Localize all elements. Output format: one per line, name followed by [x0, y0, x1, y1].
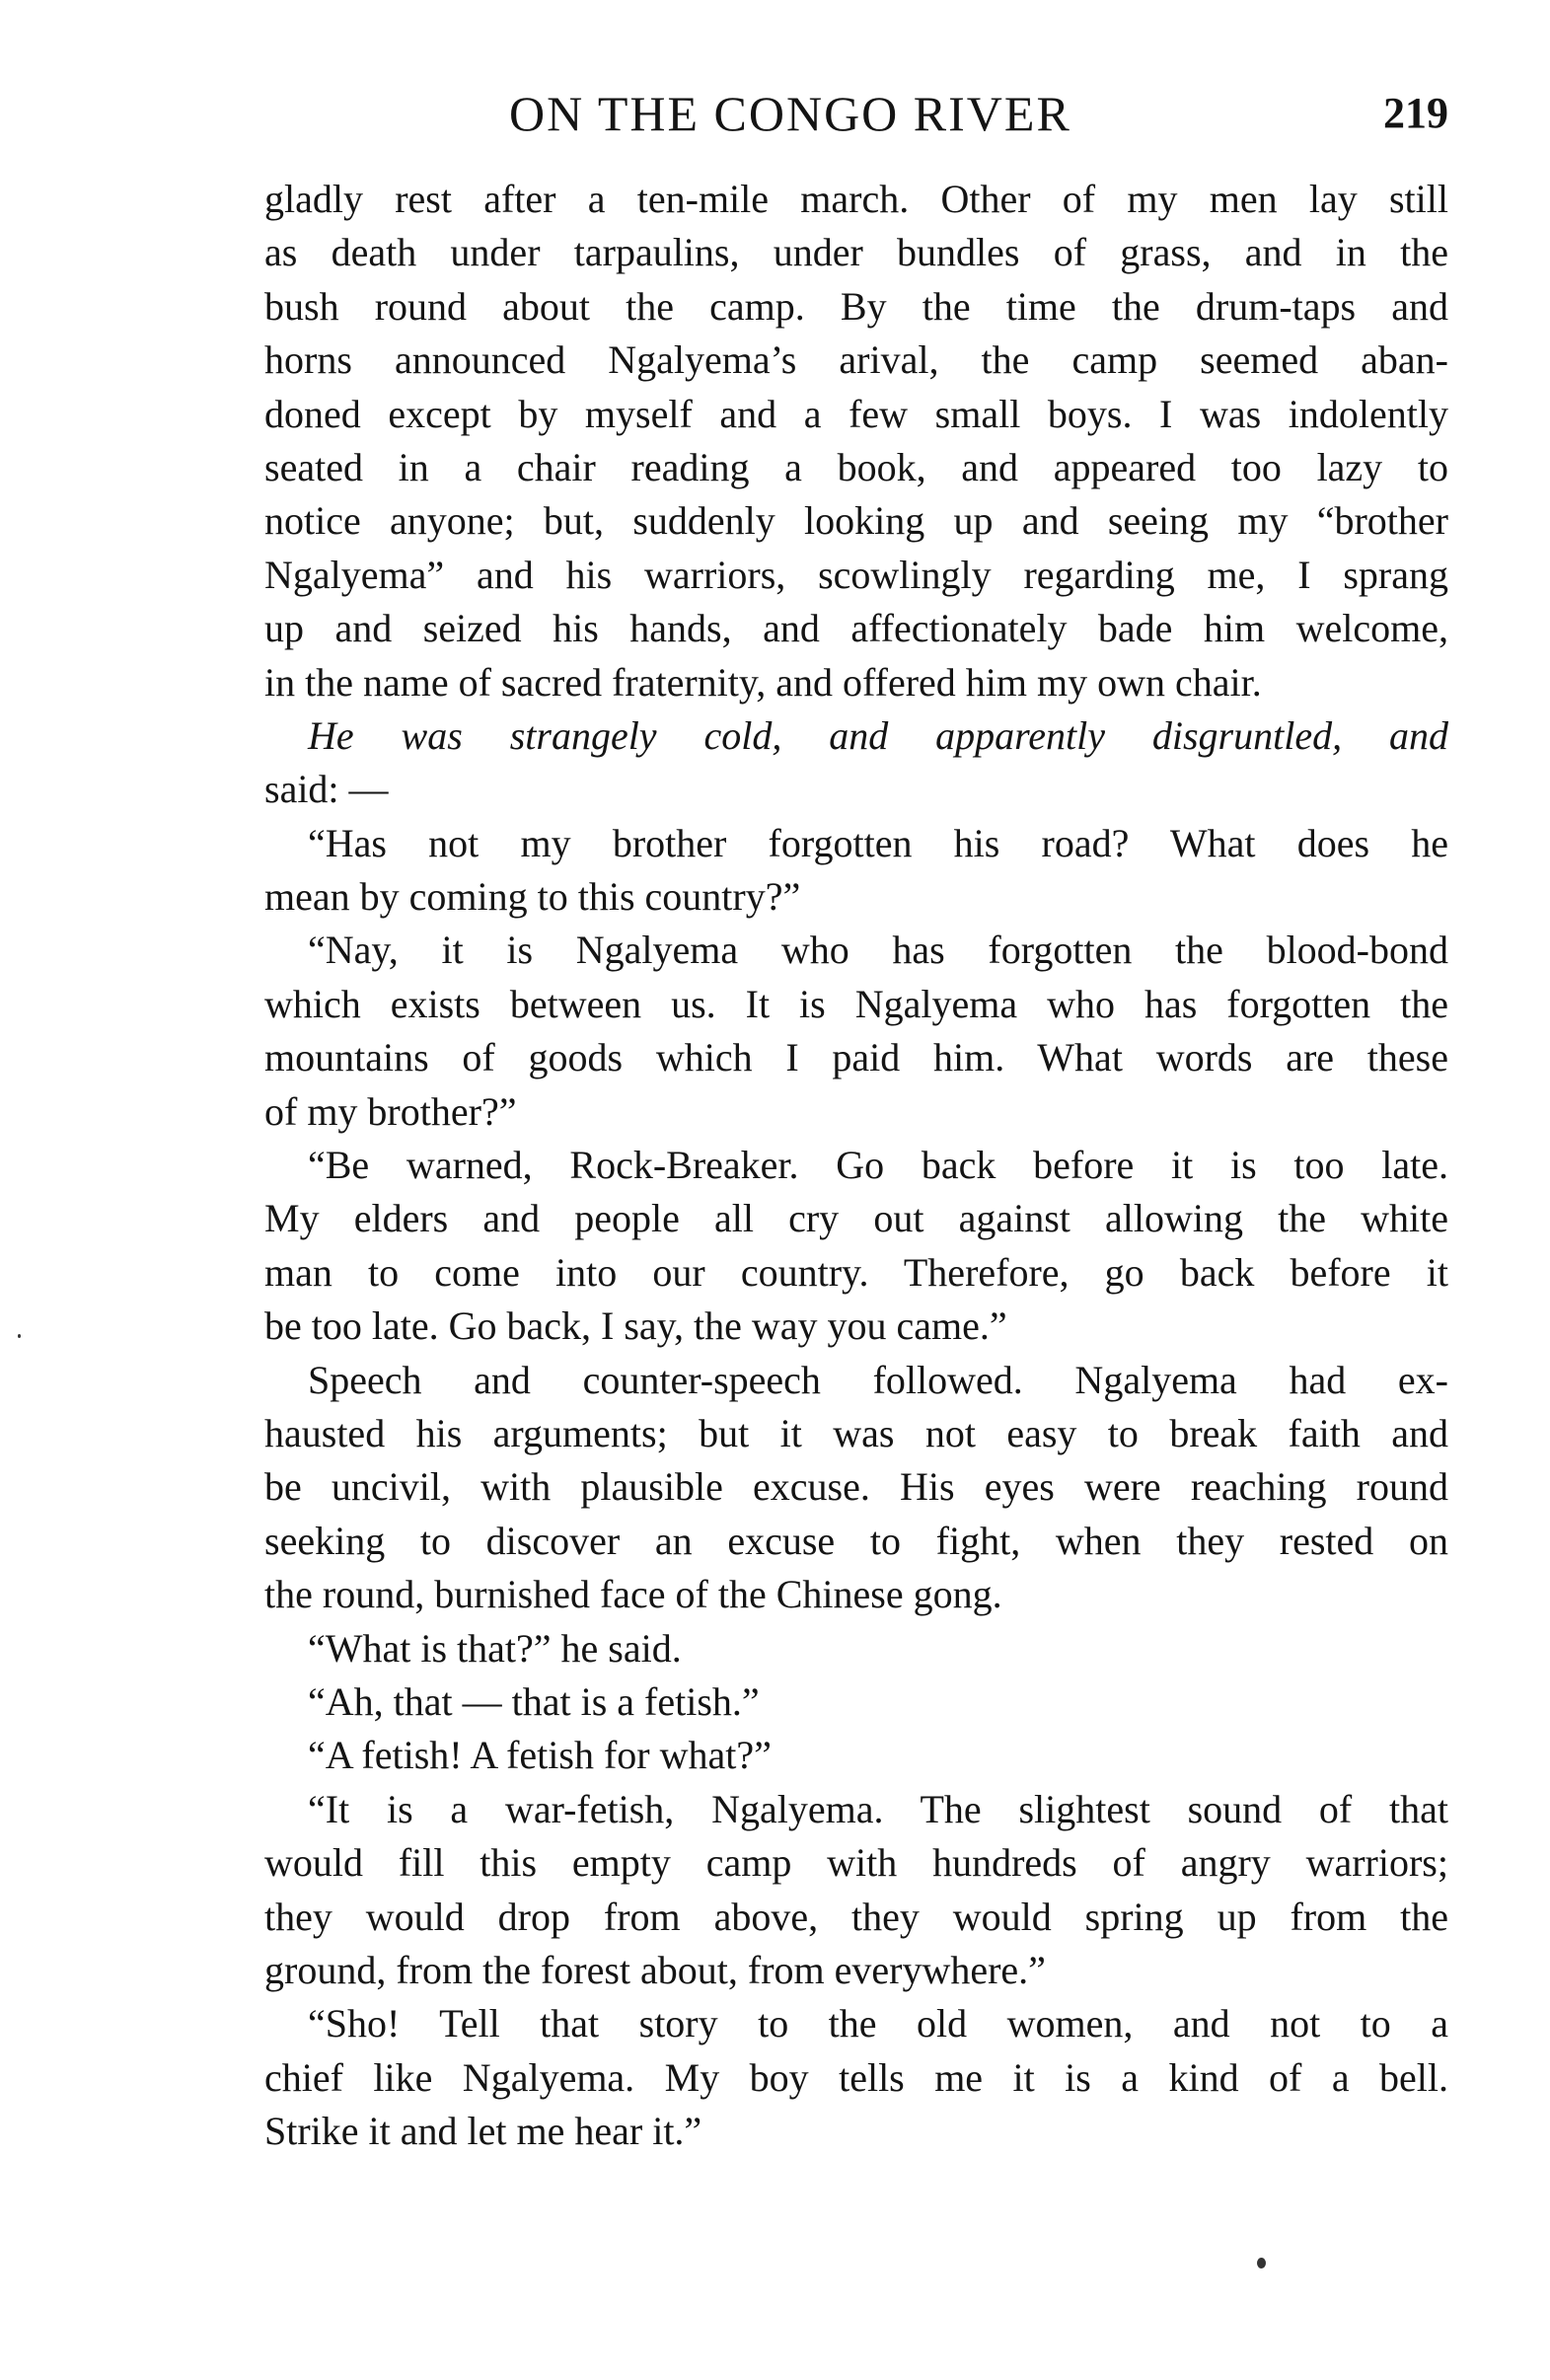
- text-line: Speech and counter-speech followed. Ngalyema had ex-: [308, 1357, 1448, 1402]
- print-speck: [1257, 2258, 1266, 2268]
- text-line: of my brother?”: [264, 1088, 517, 1134]
- text-line: “Has not my brother forgotten his road? What does he: [308, 820, 1448, 865]
- text-line: said: —: [264, 767, 389, 812]
- text-line: seated in a chair reading a book, and appeared too lazy to: [264, 444, 1448, 489]
- text-line: “Nay, it is Ngalyema who has forgotten the blood-bond: [308, 928, 1448, 973]
- text-line: My elders and people all cry out against allowing the white: [264, 1196, 1448, 1241]
- text-line: up and seized his hands, and affectionately bade him welcome,: [264, 606, 1448, 651]
- text-line: Ngalyema” and his warriors, scowlingly regarding me, I sprang: [264, 552, 1448, 597]
- text-line: bush round about the camp. By the time the drum-taps and: [264, 283, 1448, 329]
- text-line: mean by coming to this country?”: [264, 874, 801, 920]
- text-line: hausted his arguments; but it was not easy to break faith and: [264, 1410, 1448, 1455]
- text-line: gladly rest after a ten-mile march. Other of my men lay still: [264, 177, 1448, 221]
- body-text: [264, 173, 1448, 2158]
- print-speck: [18, 1334, 21, 1338]
- text-line: be uncivil, with plausible excuse. His eyes were reaching round: [264, 1464, 1448, 1510]
- text-line: they would drop from above, they would spring up from the: [264, 1894, 1448, 1939]
- text-line: man to come into our country. Therefore, go back before it: [264, 1249, 1448, 1295]
- text-line: ground, from the forest about, from everywhere.”: [264, 1947, 1046, 1992]
- text-line: He was strangely cold, and apparently disgruntled, and: [308, 712, 1448, 758]
- text-line: the round, burnished face of the Chinese gong.: [264, 1572, 1002, 1617]
- text-line: as death under tarpaulins, under bundles of grass, and in the: [264, 230, 1448, 275]
- text-line: notice anyone; but, suddenly looking up and seeing my “brother: [264, 498, 1448, 544]
- text-line: “It is a war-fetish, Ngalyema. The slightest sound of that: [308, 1786, 1448, 1831]
- text-line: horns announced Ngalyema’s arival, the camp seemed aban-: [264, 337, 1448, 383]
- text-line: Strike it and let me hear it.”: [264, 2109, 702, 2154]
- text-line: chief like Ngalyema. My boy tells me it is a kind of a bell.: [264, 2054, 1448, 2100]
- text-line: doned except by myself and a few small boys. I was indolently: [264, 391, 1448, 436]
- text-line: “Be warned, Rock-Breaker. Go back before it is too late.: [308, 1143, 1448, 1188]
- running-head: ON THE CONGO RIVER: [509, 86, 1071, 141]
- text-line: “What is that?” he said.: [308, 1625, 682, 1671]
- text-line: mountains of goods which I paid him. What words are these: [264, 1035, 1448, 1080]
- text-line: would fill this empty camp with hundreds of angry warriors;: [264, 1840, 1448, 1886]
- text-line: in the name of sacred fraternity, and offered him my own chair.: [264, 659, 1262, 705]
- text-line: “A fetish! A fetish for what?”: [308, 1733, 772, 1778]
- text-line: be too late. Go back, I say, the way you came.”: [264, 1303, 1007, 1349]
- text-line: “Sho! Tell that story to the old women, and not to a: [308, 2001, 1448, 2046]
- page-header: [264, 79, 1448, 148]
- page-number: 219: [1383, 89, 1448, 137]
- text-line: “Ah, that — that is a fetish.”: [308, 1678, 760, 1724]
- text-line: which exists between us. It is Ngalyema who has forgotten the: [264, 981, 1448, 1026]
- text-line: seeking to discover an excuse to fight, when they rested on: [264, 1518, 1448, 1563]
